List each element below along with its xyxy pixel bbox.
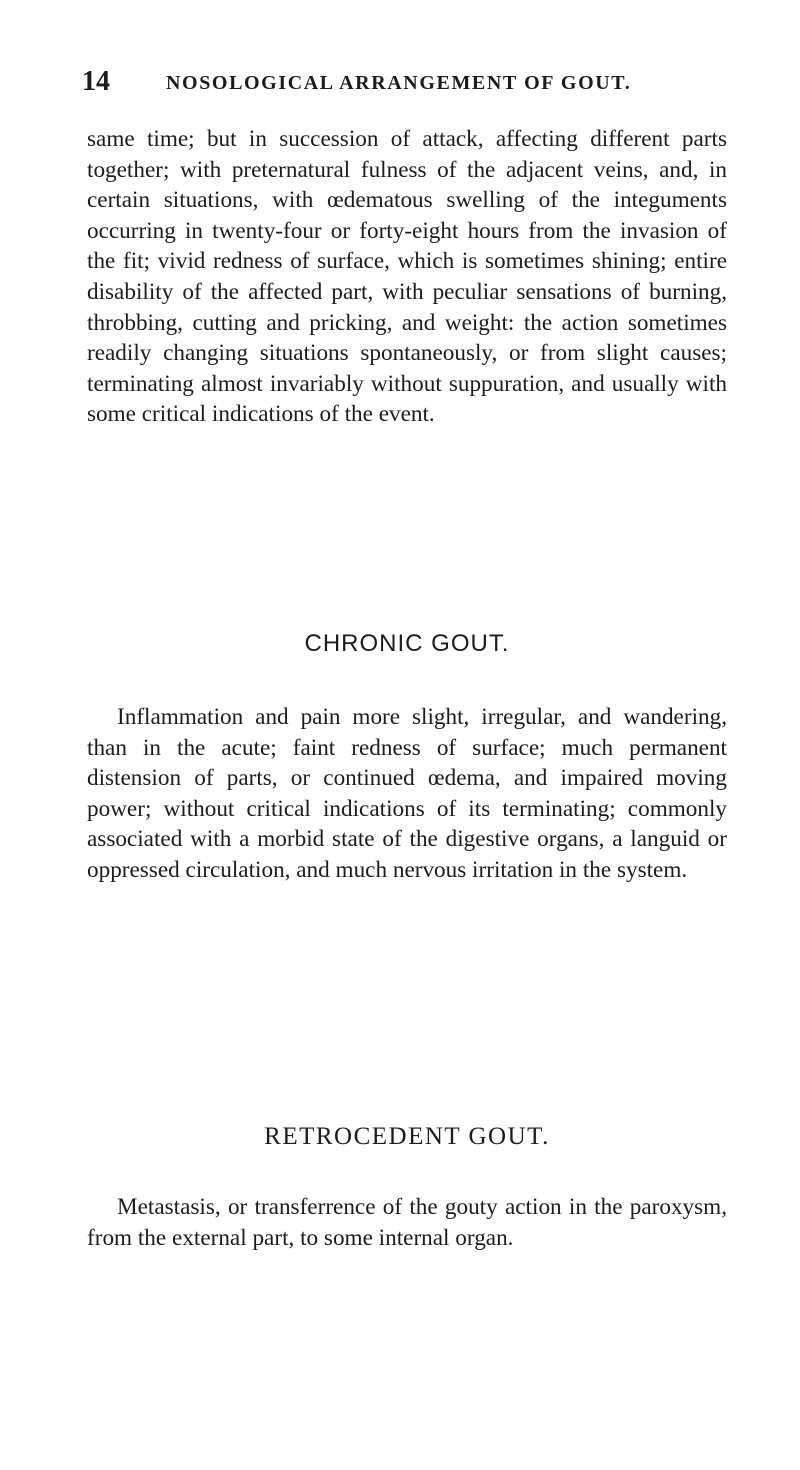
running-header [82, 64, 722, 100]
page-number: 14 [82, 66, 110, 97]
running-title: NOSOLOGICAL ARRANGEMENT OF GOUT. [166, 72, 632, 94]
section-heading-retrocedent-gout: RETROCEDENT GOUT. [264, 1123, 550, 1150]
retrocedent-gout-paragraph: Metastasis, or transferrence of the gouty action in the paroxysm, from the external part, to some internal organ. [87, 1194, 727, 1251]
chronic-gout-paragraph: Inflammation and pain more slight, irregular, and wandering, than in the acute; faint redness of surface; much permanent distension of parts, or continued œdema, and impaired moving power; without critical indications of its terminating; commonly associated with a morbid state of the digestive organs, a languid or oppressed circulation, and much nervous irritation in the system. [87, 704, 727, 883]
section-heading-chronic-gout: CHRONIC GOUT. [304, 630, 510, 657]
continued-paragraph: same time; but in succession of attack, affecting different parts together; with preternatural fulness of the adjacent veins, and, in certain situations, with œdematous swelling of the integuments occurring in twenty-four or forty-eight hours from the invasion of the fit; vivid redness of surface, which is sometimes shining; entire disability of the affected part, with peculiar sensations of burning, throbbing, cutting and pricking, and weight: the action sometimes readily changing situations spontaneously, or from slight causes; terminating almost invariably without suppuration, and usually with some critical indications of the event. [87, 126, 727, 428]
